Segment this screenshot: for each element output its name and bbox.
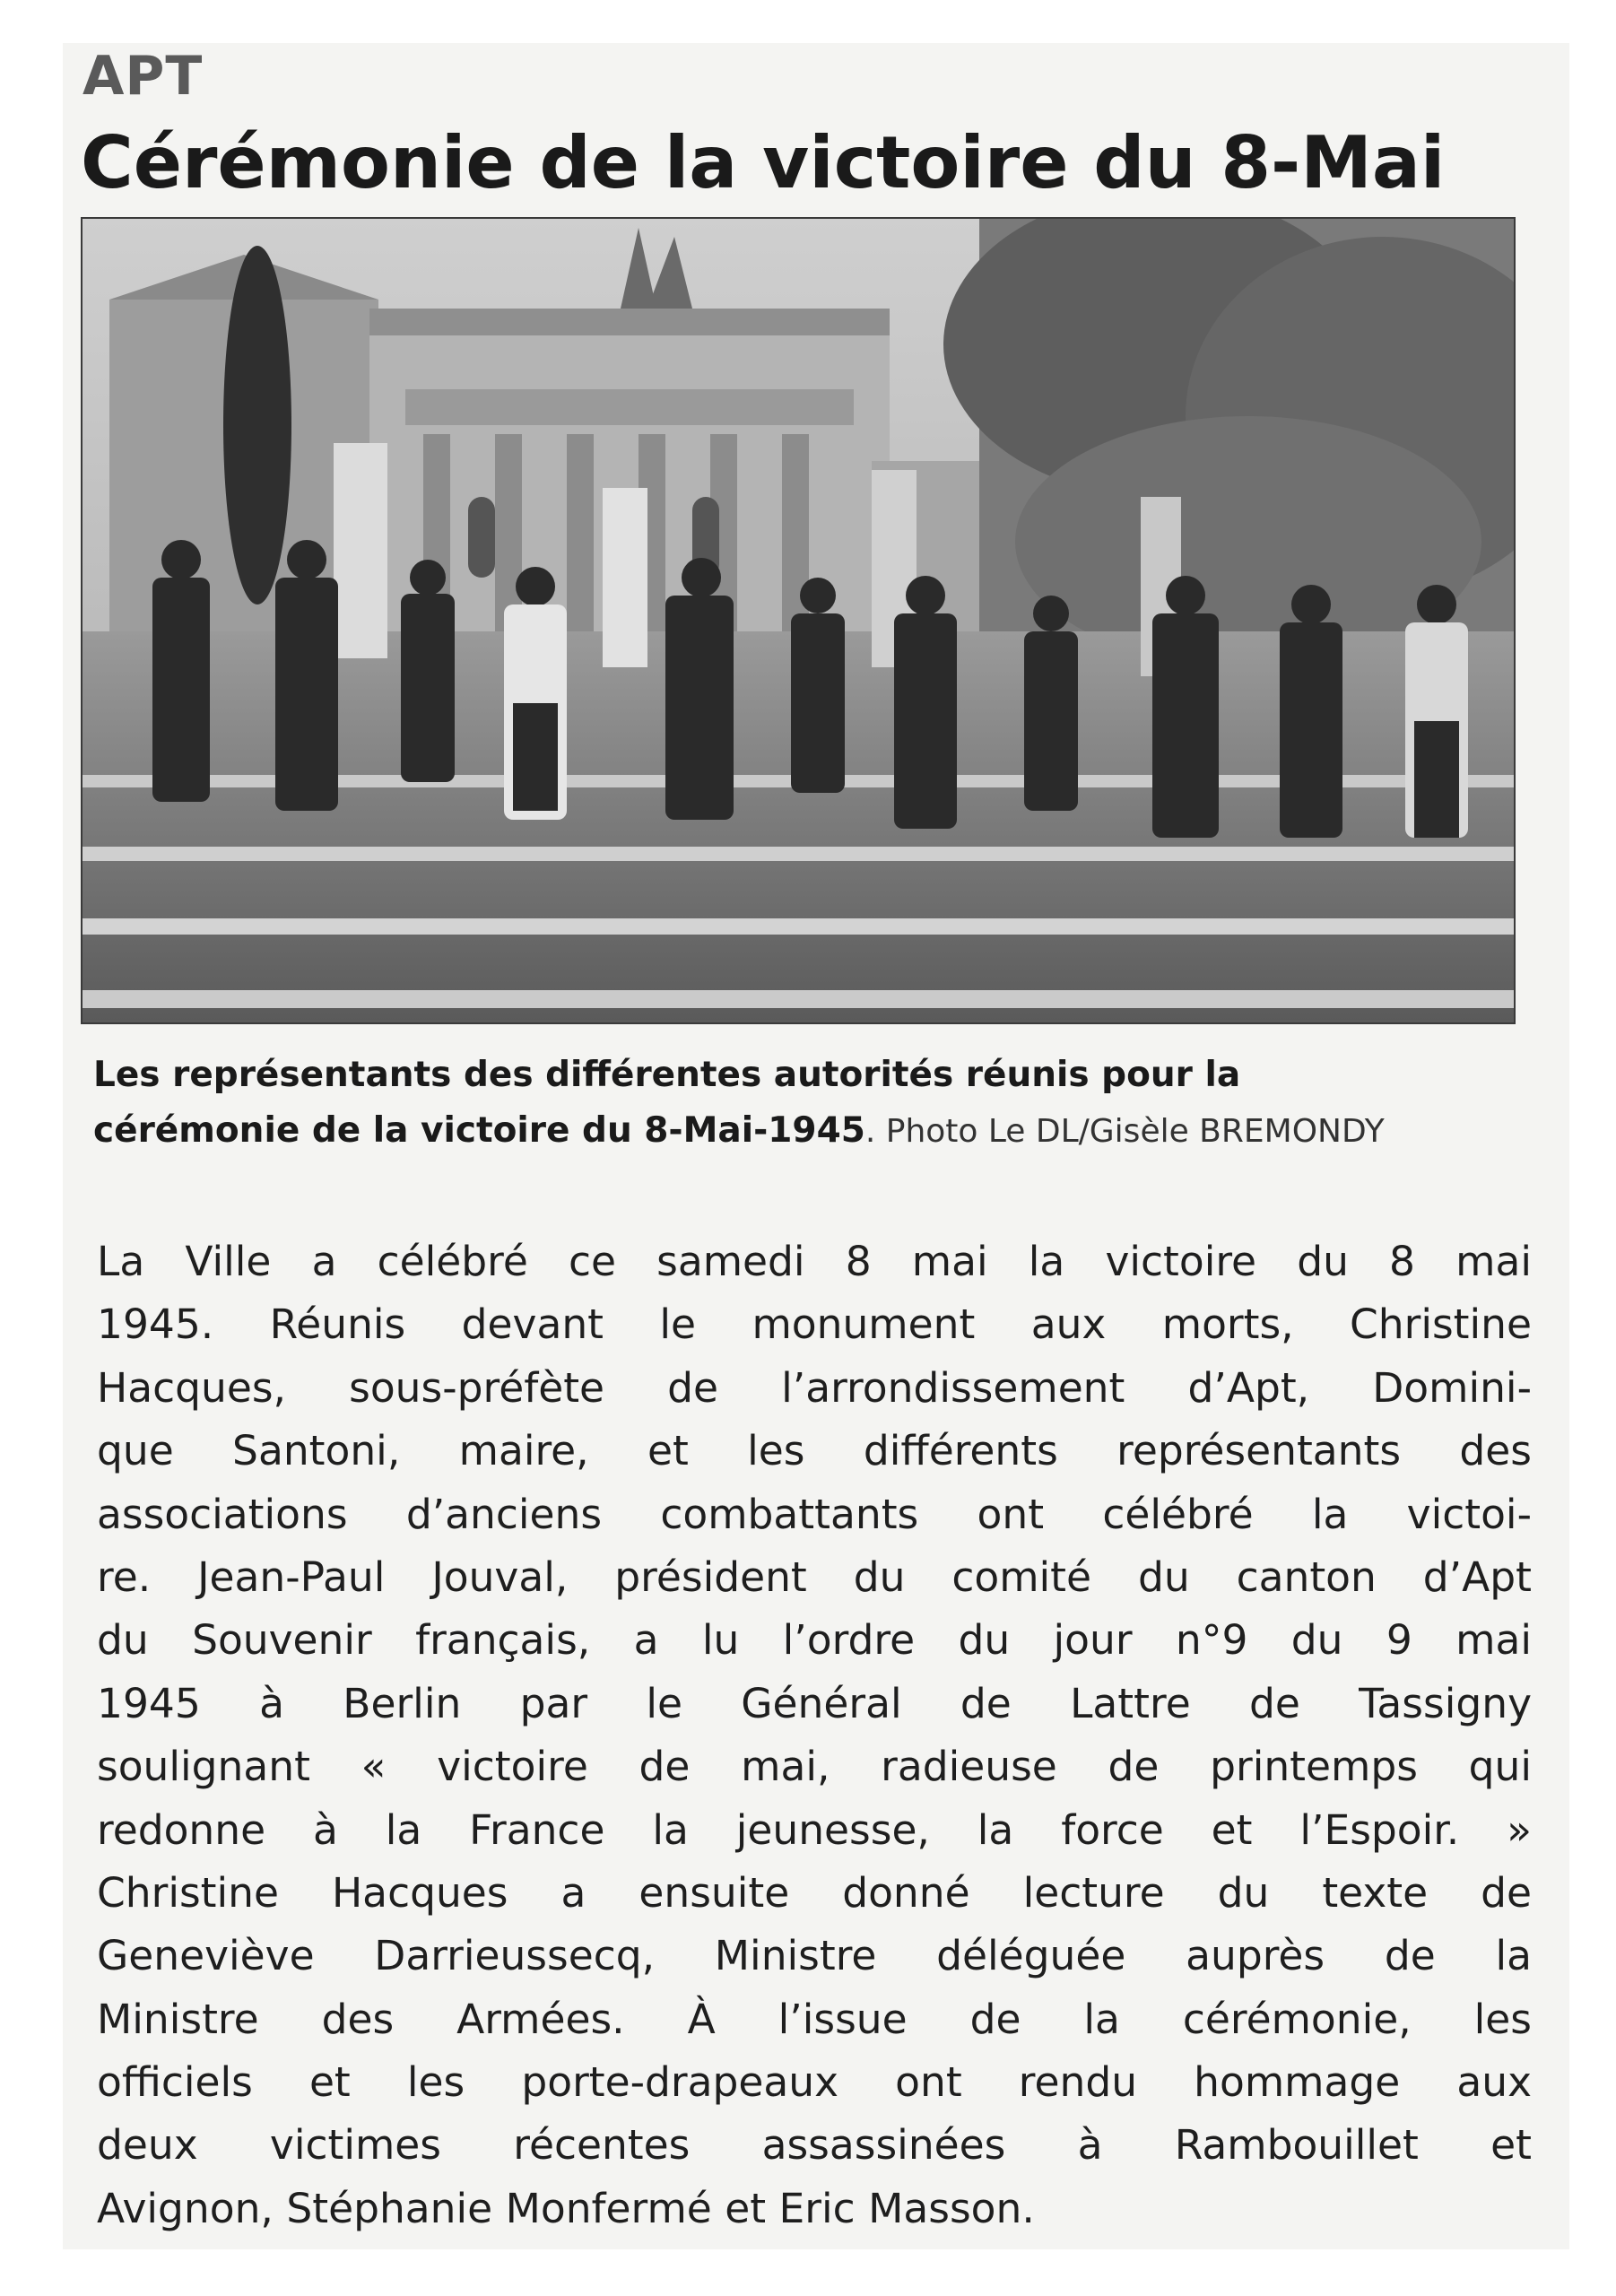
article-line: Geneviève Darrieussecq, Ministre déléguée auprès de la [97,1932,1532,1980]
article-line: Hacques, sous-préfète de l’arrondissement d’Apt, Domini- [97,1363,1532,1412]
article-line: deux victimes récentes assassinées à Rambouillet et [97,2121,1532,2170]
article-line: re. Jean-Paul Jouval, président du comité du canton d’Apt [97,1552,1532,1601]
photo-caption [93,1048,1528,1160]
section-label: APT [83,45,204,108]
article-line: redonne à la France la jeunesse, la force et l’Espoir. » [97,1805,1532,1854]
caption-line-2-text: cérémonie de la victoire du 8-Mai-1945 [93,1110,865,1151]
article-line: Avignon, Stéphanie Monfermé et Eric Masson. [97,2184,1035,2232]
article-line: Ministre des Armées. À l’issue de la cérémonie, les [97,1995,1532,2043]
article-line: officiels et les porte-drapeaux ont rendu hommage aux [97,2058,1532,2107]
article-line: La Ville a célébré ce samedi 8 mai la victoire du 8 mai [97,1238,1532,1285]
article-line: 1945 à Berlin par le Général de Lattre de Tassigny [97,1679,1532,1727]
article-line: du Souvenir français, a lu l’ordre du jour n°9 du 9 mai [97,1616,1532,1665]
commemoration-photo-icon [83,219,1514,1022]
article-line: associations d’anciens combattants ont célébré la victoi- [97,1490,1532,1538]
caption-line-2 [93,1103,1528,1160]
article-line: Christine Hacques a ensuite donné lecture du texte de [97,1868,1532,1917]
article-line: soulignant « victoire de mai, radieuse de printemps qui [97,1743,1532,1791]
article-photo [81,217,1516,1024]
article-body [97,1231,1532,2240]
caption-line-1: Les représentants des différentes autorités réunis pour la [93,1055,1241,1095]
article-line: que Santoni, maire, et les différents représentants des [97,1427,1532,1475]
article-headline: Cérémonie de la victoire du 8-Mai [81,121,1446,204]
photo-credit: . Photo Le DL/Gisèle BREMONDY [864,1113,1385,1150]
article-line: 1945. Réunis devant le monument aux morts, Christine [97,1300,1532,1349]
